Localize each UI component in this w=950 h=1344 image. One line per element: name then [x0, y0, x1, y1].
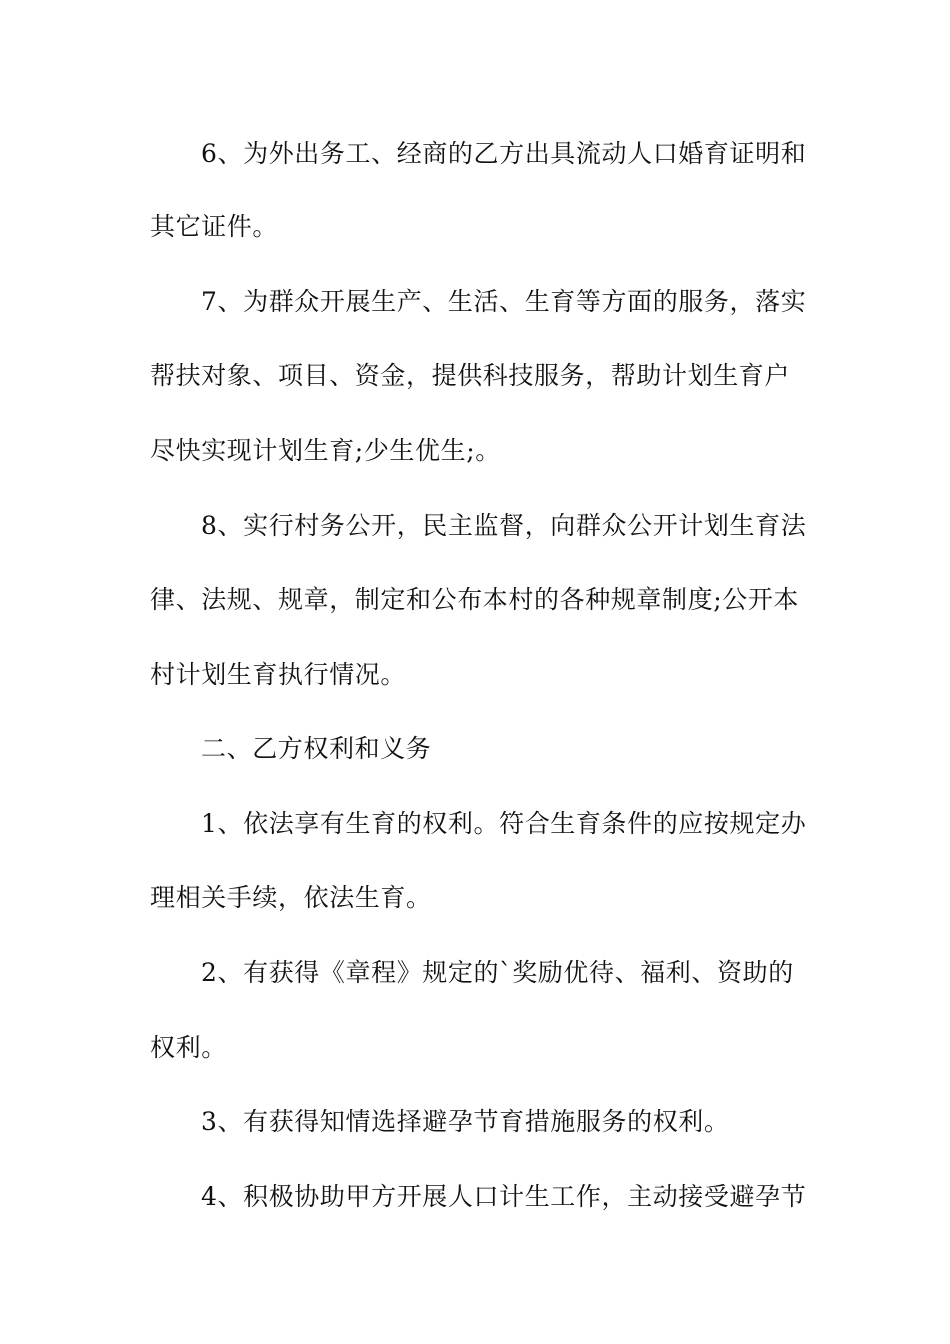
text-line: 8、实行村务公开，民主监督，向群众公开计划生育法	[201, 511, 807, 540]
text-line: 1、依法享有生育的权利。符合生育条件的应按规定办	[201, 809, 807, 838]
text-line: 村计划生育执行情况。	[150, 660, 407, 689]
section-heading: 二、乙方权利和义务	[201, 734, 432, 763]
text-line: 帮扶对象、项目、资金，提供科技服务，帮助计划生育户	[150, 361, 791, 390]
text-line: 4、积极协助甲方开展人口计生工作，主动接受避孕节	[201, 1182, 807, 1211]
text-line: 6、为外出务工、经商的乙方出具流动人口婚育证明和	[201, 139, 807, 168]
text-line: 尽快实现计划生育;少生优生;。	[150, 436, 501, 465]
text-line: 理相关手续，依法生育。	[150, 883, 432, 912]
text-line: 7、为群众开展生产、生活、生育等方面的服务，落实	[201, 287, 807, 316]
text-line: 其它证件。	[150, 212, 279, 241]
text-line: 2、有获得《章程》规定的`奖励优待、福利、资助的	[201, 958, 794, 987]
text-line: 权利。	[150, 1033, 227, 1062]
text-line: 3、有获得知情选择避孕节育措施服务的权利。	[201, 1107, 730, 1136]
text-line: 律、法规、规章，制定和公布本村的各种规章制度;公开本	[150, 585, 800, 614]
